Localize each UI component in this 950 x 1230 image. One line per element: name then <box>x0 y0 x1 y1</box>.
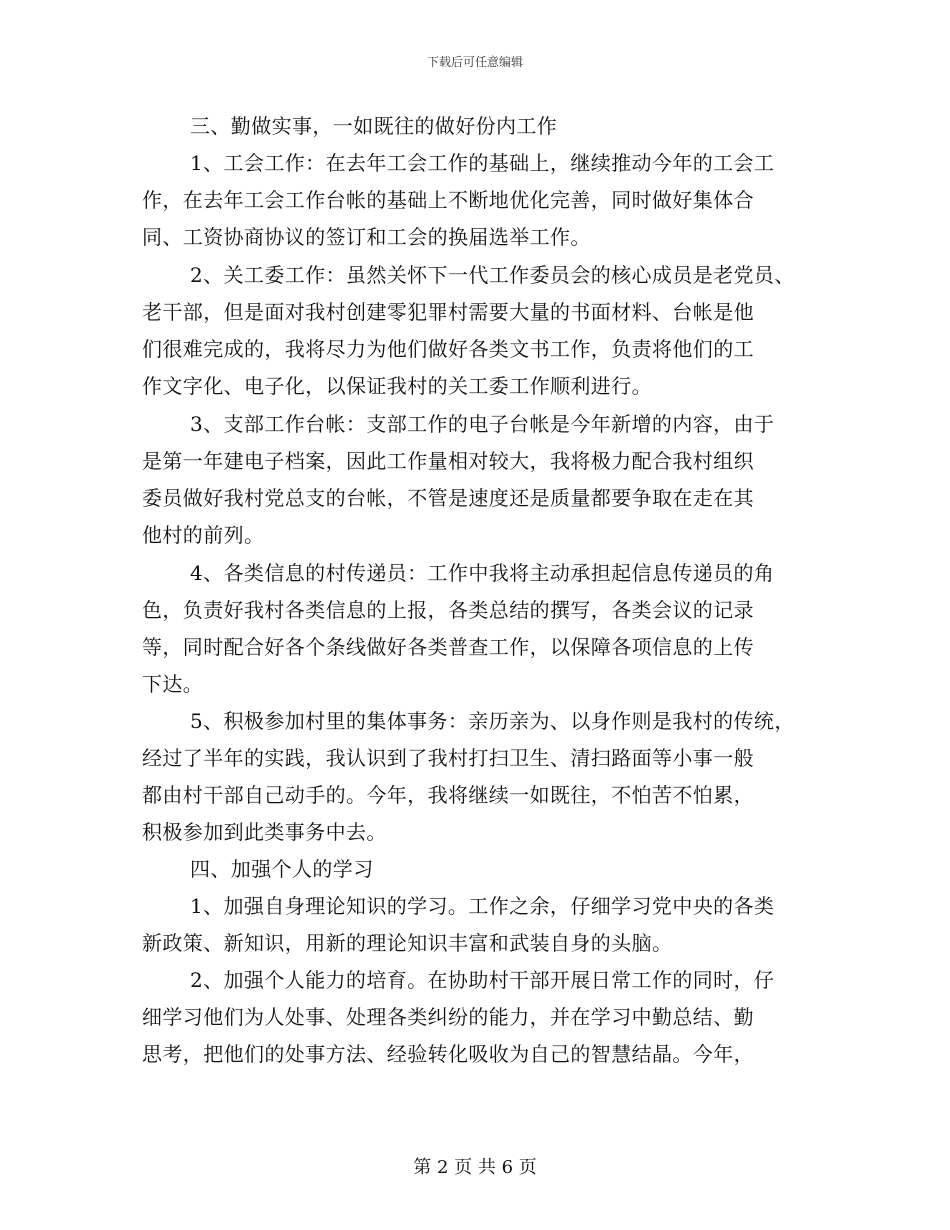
paragraph-line: 等，同时配合好各个条线做好各类普查工作，以保障各项信息的上传 <box>142 635 754 659</box>
paragraph-line: 同、工资协商协议的签订和工会的换届选举工作。 <box>142 225 591 249</box>
paragraph-line: 积极参加到此类事务中去。 <box>142 820 387 844</box>
paragraph-line: 2、加强个人能力的培育。在协助村干部开展日常工作的同时，仔 <box>190 968 775 992</box>
paragraph-line: 细学习他们为人处事、处理各类纠纷的能力，并在学习中勤总结、勤 <box>142 1005 754 1029</box>
paragraph-line: 作，在去年工会工作台帐的基础上不断地优化完善，同时做好集体合 <box>142 188 754 212</box>
paragraph-line: 4、各类信息的村传递员：工作中我将主动承担起信息传递员的角 <box>190 561 775 585</box>
paragraph-line: 思考，把他们的处事方法、经验转化吸收为自己的智慧结晶。今年， <box>142 1042 754 1066</box>
paragraph-line: 委员做好我村党总支的台帐，不管是速度还是质量都要争取在走在其 <box>142 486 754 510</box>
paragraph-line: 2、关工委工作：虽然关怀下一代工作委员会的核心成员是老党员、 <box>190 263 795 287</box>
paragraph-line: 3、支部工作台帐：支部工作的电子台帐是今年新增的内容，由于 <box>190 412 775 436</box>
page-footer: 第 2 页 共 6 页 <box>413 1157 537 1178</box>
paragraph-line: 作文字化、电子化，以保证我村的关工委工作顺利进行。 <box>142 374 652 398</box>
paragraph-line: 1、加强自身理论知识的学习。工作之余，仔细学习党中央的各类 <box>190 894 775 918</box>
paragraph-line: 5、积极参加村里的集体事务：亲历亲为、以身作则是我村的传统， <box>190 709 795 733</box>
paragraph-line: 们很难完成的，我将尽力为他们做好各类文书工作，负责将他们的工 <box>142 337 754 361</box>
section-heading: 四、加强个人的学习 <box>190 857 374 881</box>
paragraph-line: 老干部，但是面对我村创建零犯罪村需要大量的书面材料、台帐是他 <box>142 300 754 324</box>
paragraph-line: 新政策、新知识，用新的理论知识丰富和武装自身的头脑。 <box>142 931 673 955</box>
section-heading: 三、勤做实事，一如既往的做好份内工作 <box>190 114 558 138</box>
paragraph-line: 下达。 <box>142 672 204 696</box>
page-header: 下载后可任意编辑 <box>426 55 523 69</box>
paragraph-line: 1、工会工作：在去年工会工作的基础上，继续推动今年的工会工 <box>190 151 775 175</box>
paragraph-line: 色，负责好我村各类信息的上报，各类总结的撰写，各类会议的记录 <box>142 598 754 622</box>
paragraph-line: 是第一年建电子档案，因此工作量相对较大，我将极力配合我村组织 <box>142 449 754 473</box>
paragraph-line: 都由村干部自己动手的。今年，我将继续一如既往，不怕苦不怕累， <box>142 783 754 807</box>
paragraph-line: 他村的前列。 <box>142 523 265 547</box>
paragraph-line: 经过了半年的实践，我认识到了我村打扫卫生、清扫路面等小事一般 <box>142 746 754 770</box>
